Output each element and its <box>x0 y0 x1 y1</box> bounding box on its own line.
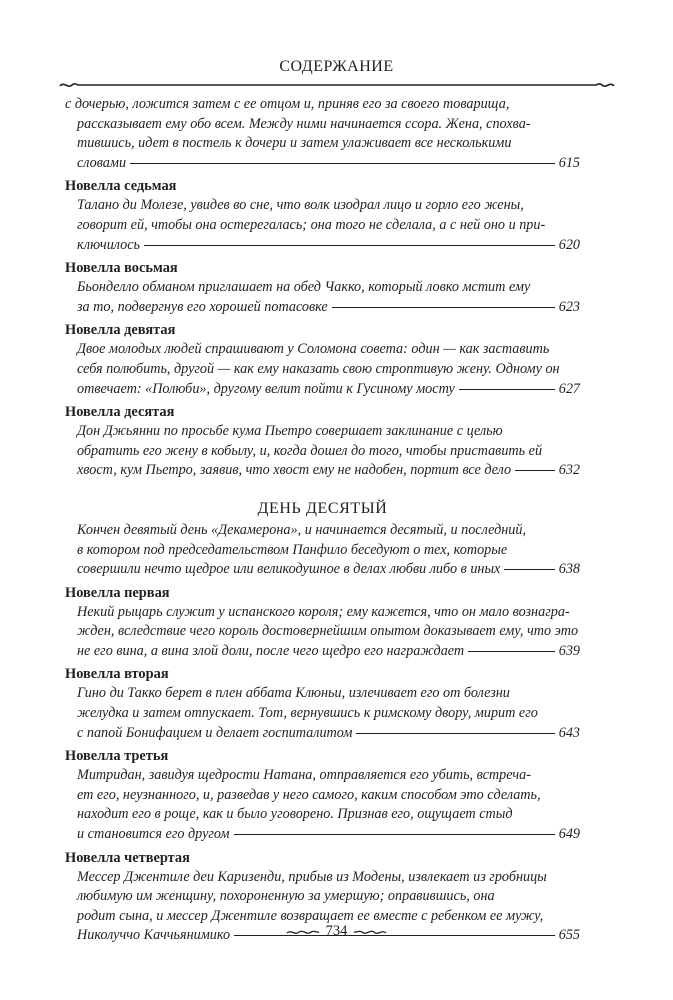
day-heading: ДЕНЬ ДЕСЯТЫЙ <box>257 499 388 517</box>
dot-leader <box>144 245 555 246</box>
entry-line: любимую им женщину, похороненную за умершую; оправившись, она <box>77 888 495 905</box>
header-ornamental-rule <box>58 80 616 90</box>
entry-line: жден, вследствие чего король достовернейшим опытом доказывает ему, что это <box>77 623 579 640</box>
novella-title: Новелла вторая <box>65 666 169 683</box>
entry-line: обратить его жену в кобылу, и, когда дошел до того, чтобы приставить ей <box>77 442 543 459</box>
toc-content <box>65 95 580 949</box>
toc-entry-continuation[interactable] <box>65 95 580 173</box>
novella-title: Новелла восьмая <box>65 260 178 277</box>
dot-leader <box>459 389 555 390</box>
entry-line: Некий рыцарь служит у испанского короля; ему кажется, что он мало вознагра- <box>77 603 570 620</box>
page-number: 639 <box>558 642 580 659</box>
entry-line-last: Николуччо Каччьянимико 655 <box>65 926 580 946</box>
entry-line-last: и становится его другом 649 <box>65 825 580 845</box>
toc-entry-novella-10[interactable] <box>65 403 580 481</box>
entry-line-last: хвост, кум Пьетро, заявив, что хвост ему не надобен, портит все дело 632 <box>65 461 580 481</box>
dot-leader <box>468 651 555 652</box>
running-header-title: СОДЕРЖАНИЕ <box>279 58 394 75</box>
page-number: 620 <box>558 236 580 253</box>
entry-line-last: с папой Бонифацием и делает госпиталитом 643 <box>65 724 580 744</box>
entry-line-last: не его вина, а вина злой доли, после чего щедро его награждает 639 <box>65 642 580 662</box>
entry-line-last: за то, подвергнув его хорошей потасовке 623 <box>65 298 580 318</box>
entry-line: Бьонделло обманом приглашает на обед Чакко, который ловко мстит ему <box>77 279 531 296</box>
toc-entry-novella-8[interactable] <box>65 259 580 317</box>
page-footer <box>0 923 673 940</box>
dot-leader <box>234 834 555 835</box>
dot-leader <box>356 733 554 734</box>
toc-entry-d10-novella-3[interactable] <box>65 747 580 844</box>
entry-line: Двое молодых людей спрашивают у Соломона совета: один — как заставить <box>77 341 550 358</box>
left-ornament <box>286 928 320 936</box>
dot-leader <box>332 307 555 308</box>
novella-title: Новелла первая <box>65 584 170 601</box>
entry-line: Кончен девятый день «Декамерона», и начинается десятый, и последний, <box>77 521 527 538</box>
entry-line: желудка и затем отпускает. Тот, вернувшись к римскому двору, мирит его <box>77 705 538 722</box>
novella-title: Новелла десятая <box>65 404 175 421</box>
entry-line: в котором под председательством Панфило беседуют о тех, которые <box>77 541 508 558</box>
page-number: 627 <box>558 380 580 397</box>
entry-line: Мессер Джентиле деи Каризенди, прибыв из Модены, извлекает из гробницы <box>77 868 547 885</box>
entry-line-last: совершили нечто щедрое или великодушное в делах любви либо в иных 638 <box>65 560 580 580</box>
entry-line: Гино ди Такко берет в плен аббата Клюньи, излечивает его от болезни <box>77 685 510 702</box>
toc-entry-day10-intro[interactable] <box>65 521 580 580</box>
entry-line: Талано ди Молезе, увидев во сне, что волк изодрал лицо и горло его жены, <box>77 197 524 214</box>
page-number: 638 <box>558 561 580 578</box>
entry-line-last: отвечает: «Полюби», другому велит пойти к Гусиному мосту 627 <box>65 380 580 400</box>
dot-leader <box>130 163 555 164</box>
entry-line: себя полюбить, другой — как ему наказать свою строптивую жену. Одному он <box>77 360 560 377</box>
entry-line: находит его в роще, как и было уговорено. Признав его, ощущает стыд <box>77 806 513 823</box>
right-ornament <box>353 928 387 936</box>
dot-leader <box>504 569 554 570</box>
novella-title: Новелла седьмая <box>65 178 177 195</box>
entry-line-last: ключилось 620 <box>65 236 580 256</box>
entry-line: Дон Джьянни по просьбе кума Пьетро совершает заклинание с целью <box>77 423 503 440</box>
dot-leader <box>515 470 555 471</box>
toc-entry-novella-7[interactable] <box>65 177 580 255</box>
entry-line: родит сына, и мессер Джентиле возвращает ее вместе с ребенком ее мужу, <box>77 907 544 924</box>
page-number: 615 <box>558 154 580 171</box>
entry-line-last: словами 615 <box>65 154 580 174</box>
entry-line: рассказывает ему обо всем. Между ними начинается ссора. Жена, спохва- <box>77 115 531 132</box>
page-number: 632 <box>558 462 580 479</box>
toc-entry-d10-novella-1[interactable] <box>65 584 580 662</box>
page-number-footer: 734 <box>325 923 348 939</box>
entry-line: говорит ей, чтобы она остерегалась; она того не сделала, а с ней оно и при- <box>77 216 546 233</box>
entry-line: с дочерью, ложится затем с ее отцом и, приняв его за своего товарища, <box>65 96 510 112</box>
page-number: 649 <box>558 826 580 843</box>
page-number: 655 <box>558 927 580 944</box>
entry-line: тившись, идет в постель к дочери и затем улаживает все несколькими <box>77 135 512 152</box>
toc-entry-d10-novella-2[interactable] <box>65 665 580 743</box>
page-number: 643 <box>558 724 580 741</box>
novella-title: Новелла девятая <box>65 322 176 339</box>
page-number: 623 <box>558 298 580 315</box>
novella-title: Новелла четвертая <box>65 849 190 866</box>
novella-title: Новелла третья <box>65 748 169 765</box>
entry-line: Митридан, завидуя щедрости Натана, отправляется его убить, встреча- <box>77 767 531 784</box>
entry-line: ет его, неузнанного, и, разведав у него самого, каким способом это сделать, <box>77 786 541 803</box>
toc-entry-novella-9[interactable] <box>65 321 580 399</box>
